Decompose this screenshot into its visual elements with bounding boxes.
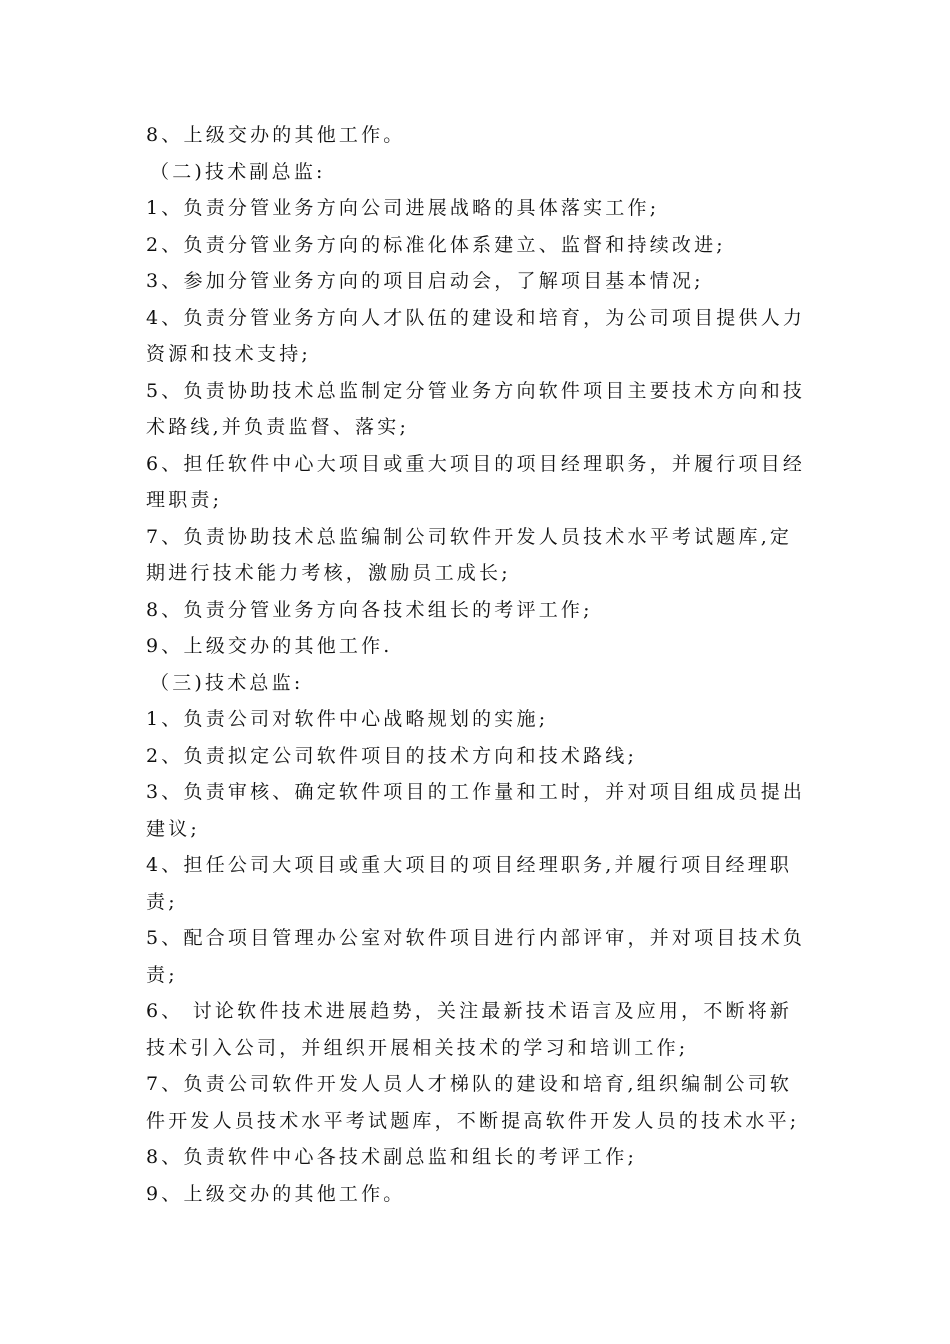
text-line: 术路线,并负责监督、落实; bbox=[146, 416, 410, 438]
text-line: 件开发人员技术水平考试题库，不断提高软件开发人员的技术水平; bbox=[146, 1109, 800, 1132]
text-line: 理职责; bbox=[146, 489, 223, 511]
text-line: 3、参加分管业务方向的项目启动会，了解项目基本情况; bbox=[146, 270, 704, 292]
text-line: 1、负责公司对软件中心战略规划的实施; bbox=[146, 708, 549, 730]
text-line: 2、负责拟定公司软件项目的技术方向和技术路线; bbox=[146, 744, 638, 767]
section-heading: （三)技术总监: bbox=[150, 671, 304, 694]
document-body bbox=[146, 117, 826, 1212]
text-line: 资源和技术支持; bbox=[146, 343, 312, 365]
text-line: 8、上级交办的其他工作。 bbox=[146, 124, 406, 146]
text-line: 3、负责审核、确定软件项目的工作量和工时，并对项目组成员提出 bbox=[146, 781, 806, 803]
text-line: 6、担任软件中心大项目或重大项目的项目经理职务，并履行项目经 bbox=[146, 452, 806, 475]
text-line: 1、负责分管业务方向公司进展战略的具体落实工作; bbox=[146, 197, 660, 219]
text-line: 2、负责分管业务方向的标准化体系建立、监督和持续改进; bbox=[146, 233, 726, 256]
text-line: 责; bbox=[146, 963, 178, 986]
text-line: 4、负责分管业务方向人才队伍的建设和培育，为公司项目提供人力 bbox=[146, 306, 806, 329]
text-line: 8、负责软件中心各技术副总监和组长的考评工作; bbox=[146, 1146, 638, 1168]
text-line: 7、负责协助技术总监编制公司软件开发人员技术水平考试题库,定 bbox=[146, 525, 793, 548]
text-line: 4、担任公司大项目或重大项目的项目经理职务,并履行项目经理职 bbox=[146, 854, 793, 876]
text-line: 6、 讨论软件技术进展趋势，关注最新技术语言及应用，不断将新 bbox=[146, 1000, 793, 1022]
text-line: 技术引入公司，并组织开展相关技术的学习和培训工作; bbox=[146, 1036, 689, 1059]
text-line: 建议; bbox=[146, 817, 201, 840]
text-line: 责; bbox=[146, 890, 178, 913]
text-line: 7、负责公司软件开发人员人才梯队的建设和培育,组织编制公司软 bbox=[146, 1073, 793, 1095]
section-heading: （二)技术副总监: bbox=[150, 160, 326, 183]
text-line: 期进行技术能力考核，激励员工成长; bbox=[146, 562, 511, 584]
text-line: 5、负责协助技术总监制定分管业务方向软件项目主要技术方向和技 bbox=[146, 379, 806, 402]
text-line: 9、上级交办的其他工作. bbox=[146, 635, 393, 657]
text-line: 5、配合项目管理办公室对软件项目进行内部评审，并对项目技术负 bbox=[146, 927, 806, 949]
text-line: 8、负责分管业务方向各技术组长的考评工作; bbox=[146, 598, 593, 621]
text-line: 9、上级交办的其他工作。 bbox=[146, 1182, 406, 1205]
